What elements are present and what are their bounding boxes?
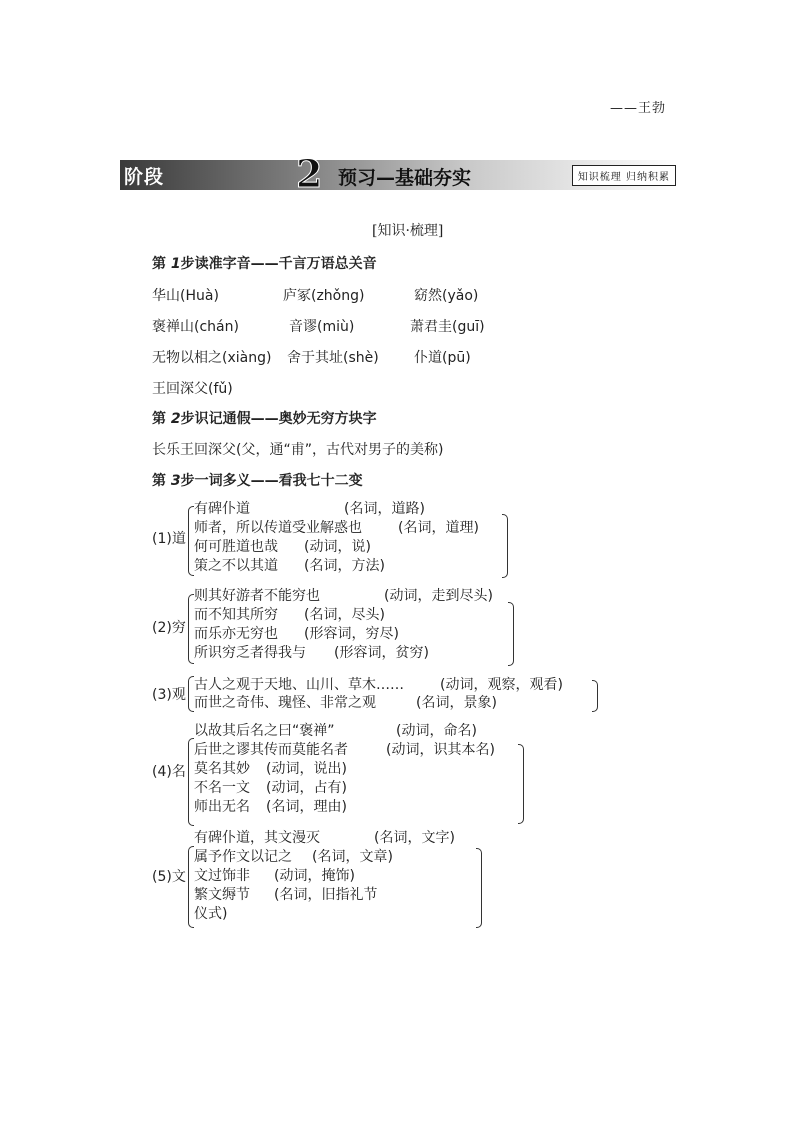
step3-heading [152,470,363,490]
ming-item-1-text: 以故其后名之曰“褒禅” [194,723,335,739]
wen-item-4-gloss: (名词，旧指礼节 [274,887,378,903]
tongjia-line: 长乐王回深父(父，通“甫”，古代对男子的美称) [152,442,444,458]
qiong-item-2-text: 而不知其所穷 [194,607,278,623]
ming-item-2-text: 后世之谬其传而莫能名者 [194,742,348,758]
qiong-item-3 [194,623,399,643]
ming-item-4-text: 不名一文 [194,780,250,796]
ming-item-5 [194,796,347,816]
qiong-item-1-text: 则其好游者不能穷也 [194,588,320,604]
wen-item-3-text: 文过饰非 [194,868,250,884]
dao-item-3-text: 何可胜道也哉 [194,539,278,555]
qiong-item-2 [194,604,385,624]
right-brace [508,602,514,666]
wen-item-1-text: 有碑仆道，其文漫灭 [194,830,320,846]
step1-prefix: 第 [152,256,171,272]
dao-item-1-text: 有碑仆道 [194,501,250,517]
step2-heading [152,408,377,428]
dao-item-1 [194,498,425,518]
pron-1-3: 窈然(yǎo) [414,288,479,304]
guan-item-2-text: 而世之奇伟、瑰怪、非常之观 [194,695,376,711]
step1-text: 步读准字音——千言万语总关音 [180,256,377,272]
qiong-item-4-text: 所识穷乏者得我与 [194,645,306,661]
group-label-dao: (1)道 [152,531,186,547]
step2-number: 2 [170,411,181,427]
wen-item-5 [194,903,227,923]
right-brace [592,680,598,712]
pron-1-1: 华山(Huà) [152,288,219,304]
qiong-item-1-gloss: (动词，走到尽头) [384,588,493,604]
wen-item-3-gloss: (动词，掩饰) [274,868,355,884]
qiong-item-1 [194,585,493,605]
banner-title: 预习—基础夯实 [338,167,472,189]
right-brace [476,848,482,928]
pron-3-2: 舍于其址(shè) [287,350,379,366]
pron-3-3: 仆道(pū) [414,350,471,366]
step3-prefix: 第 [152,473,171,489]
ming-item-3-gloss: (动词，说出) [266,761,347,777]
guan-item-1 [194,674,563,694]
ming-item-3 [194,758,347,778]
right-brace [518,744,524,824]
dao-item-2-text: 师者，所以传道受业解惑也 [194,520,362,536]
banner-stage-label: 阶段 [124,166,165,188]
ming-item-3-text: 莫名其妙 [194,761,250,777]
step2-prefix: 第 [152,411,171,427]
right-brace [502,514,508,578]
ming-item-2-gloss: (动词，识其本名) [386,742,495,758]
dao-item-3 [194,536,371,556]
step1-number: 1 [170,256,181,272]
banner-tag: 知识梳理 归纳积累 [572,165,676,186]
guan-item-2 [194,692,497,712]
group-label-guan: (3)观 [152,687,186,703]
qiong-item-4 [194,642,429,662]
author-signature: ——王勃 [610,101,667,116]
wen-item-3 [194,865,355,885]
step3-number: 3 [170,473,181,489]
ming-item-4-gloss: (动词，占有) [266,780,347,796]
wen-item-1 [194,827,455,847]
step3-text: 步一词多义——看我七十二变 [180,473,363,489]
ming-item-1-gloss: (动词，命名) [396,723,477,739]
pron-3-1: 无物以相之(xiàng) [152,350,272,366]
wen-item-4 [194,884,377,904]
wen-item-2-text: 属予作文以记之 [194,849,292,865]
section-title: [知识·梳理] [372,223,444,239]
pron-2-1: 褒禅山(chán) [152,319,239,335]
wen-item-2-gloss: (名词，文章) [312,849,393,865]
dao-item-2 [194,517,479,537]
wen-item-2 [194,846,393,866]
qiong-item-3-gloss: (形容词，穷尽) [304,626,399,642]
guan-item-1-gloss: (动词，观察，观看) [440,677,563,693]
qiong-item-3-text: 而乐亦无穷也 [194,626,278,642]
ming-item-4 [194,777,347,797]
wen-item-1-gloss: (名词，文字) [374,830,455,846]
dao-item-2-gloss: (名词，道理) [398,520,479,536]
group-label-qiong: (2)穷 [152,620,186,636]
group-label-ming: (4)名 [152,764,186,780]
step2-text: 步识记通假——奥妙无穷方块字 [180,411,377,427]
ming-item-1 [194,720,477,740]
group-label-wen: (5)文 [152,869,186,885]
pron-4-1: 王回深父(fǔ) [152,381,233,397]
step1-heading [152,253,377,273]
ming-item-5-gloss: (名词，理由) [266,799,347,815]
dao-item-4-text: 策之不以其道 [194,558,278,574]
dao-item-4 [194,555,385,575]
guan-item-2-gloss: (名词，景象) [416,695,497,711]
qiong-item-2-gloss: (名词，尽头) [304,607,385,623]
guan-item-1-text: 古人之观于天地、山川、草木…… [194,677,404,693]
banner-stage-number: 2 [296,151,323,196]
pron-2-3: 萧君圭(guī) [410,319,485,335]
wen-item-5-text: 仪式) [194,906,228,922]
pron-2-2: 音谬(miù) [289,319,355,335]
dao-item-1-gloss: (名词，道路) [344,501,425,517]
pron-1-2: 庐冢(zhǒng) [283,288,365,304]
stage-banner [120,151,680,196]
wen-item-4-text: 繁文缛节 [194,887,250,903]
dao-item-4-gloss: (名词，方法) [304,558,385,574]
ming-item-2 [194,739,495,759]
qiong-item-4-gloss: (形容词，贫穷) [334,645,429,661]
ming-item-5-text: 师出无名 [194,799,250,815]
dao-item-3-gloss: (动词，说) [304,539,371,555]
